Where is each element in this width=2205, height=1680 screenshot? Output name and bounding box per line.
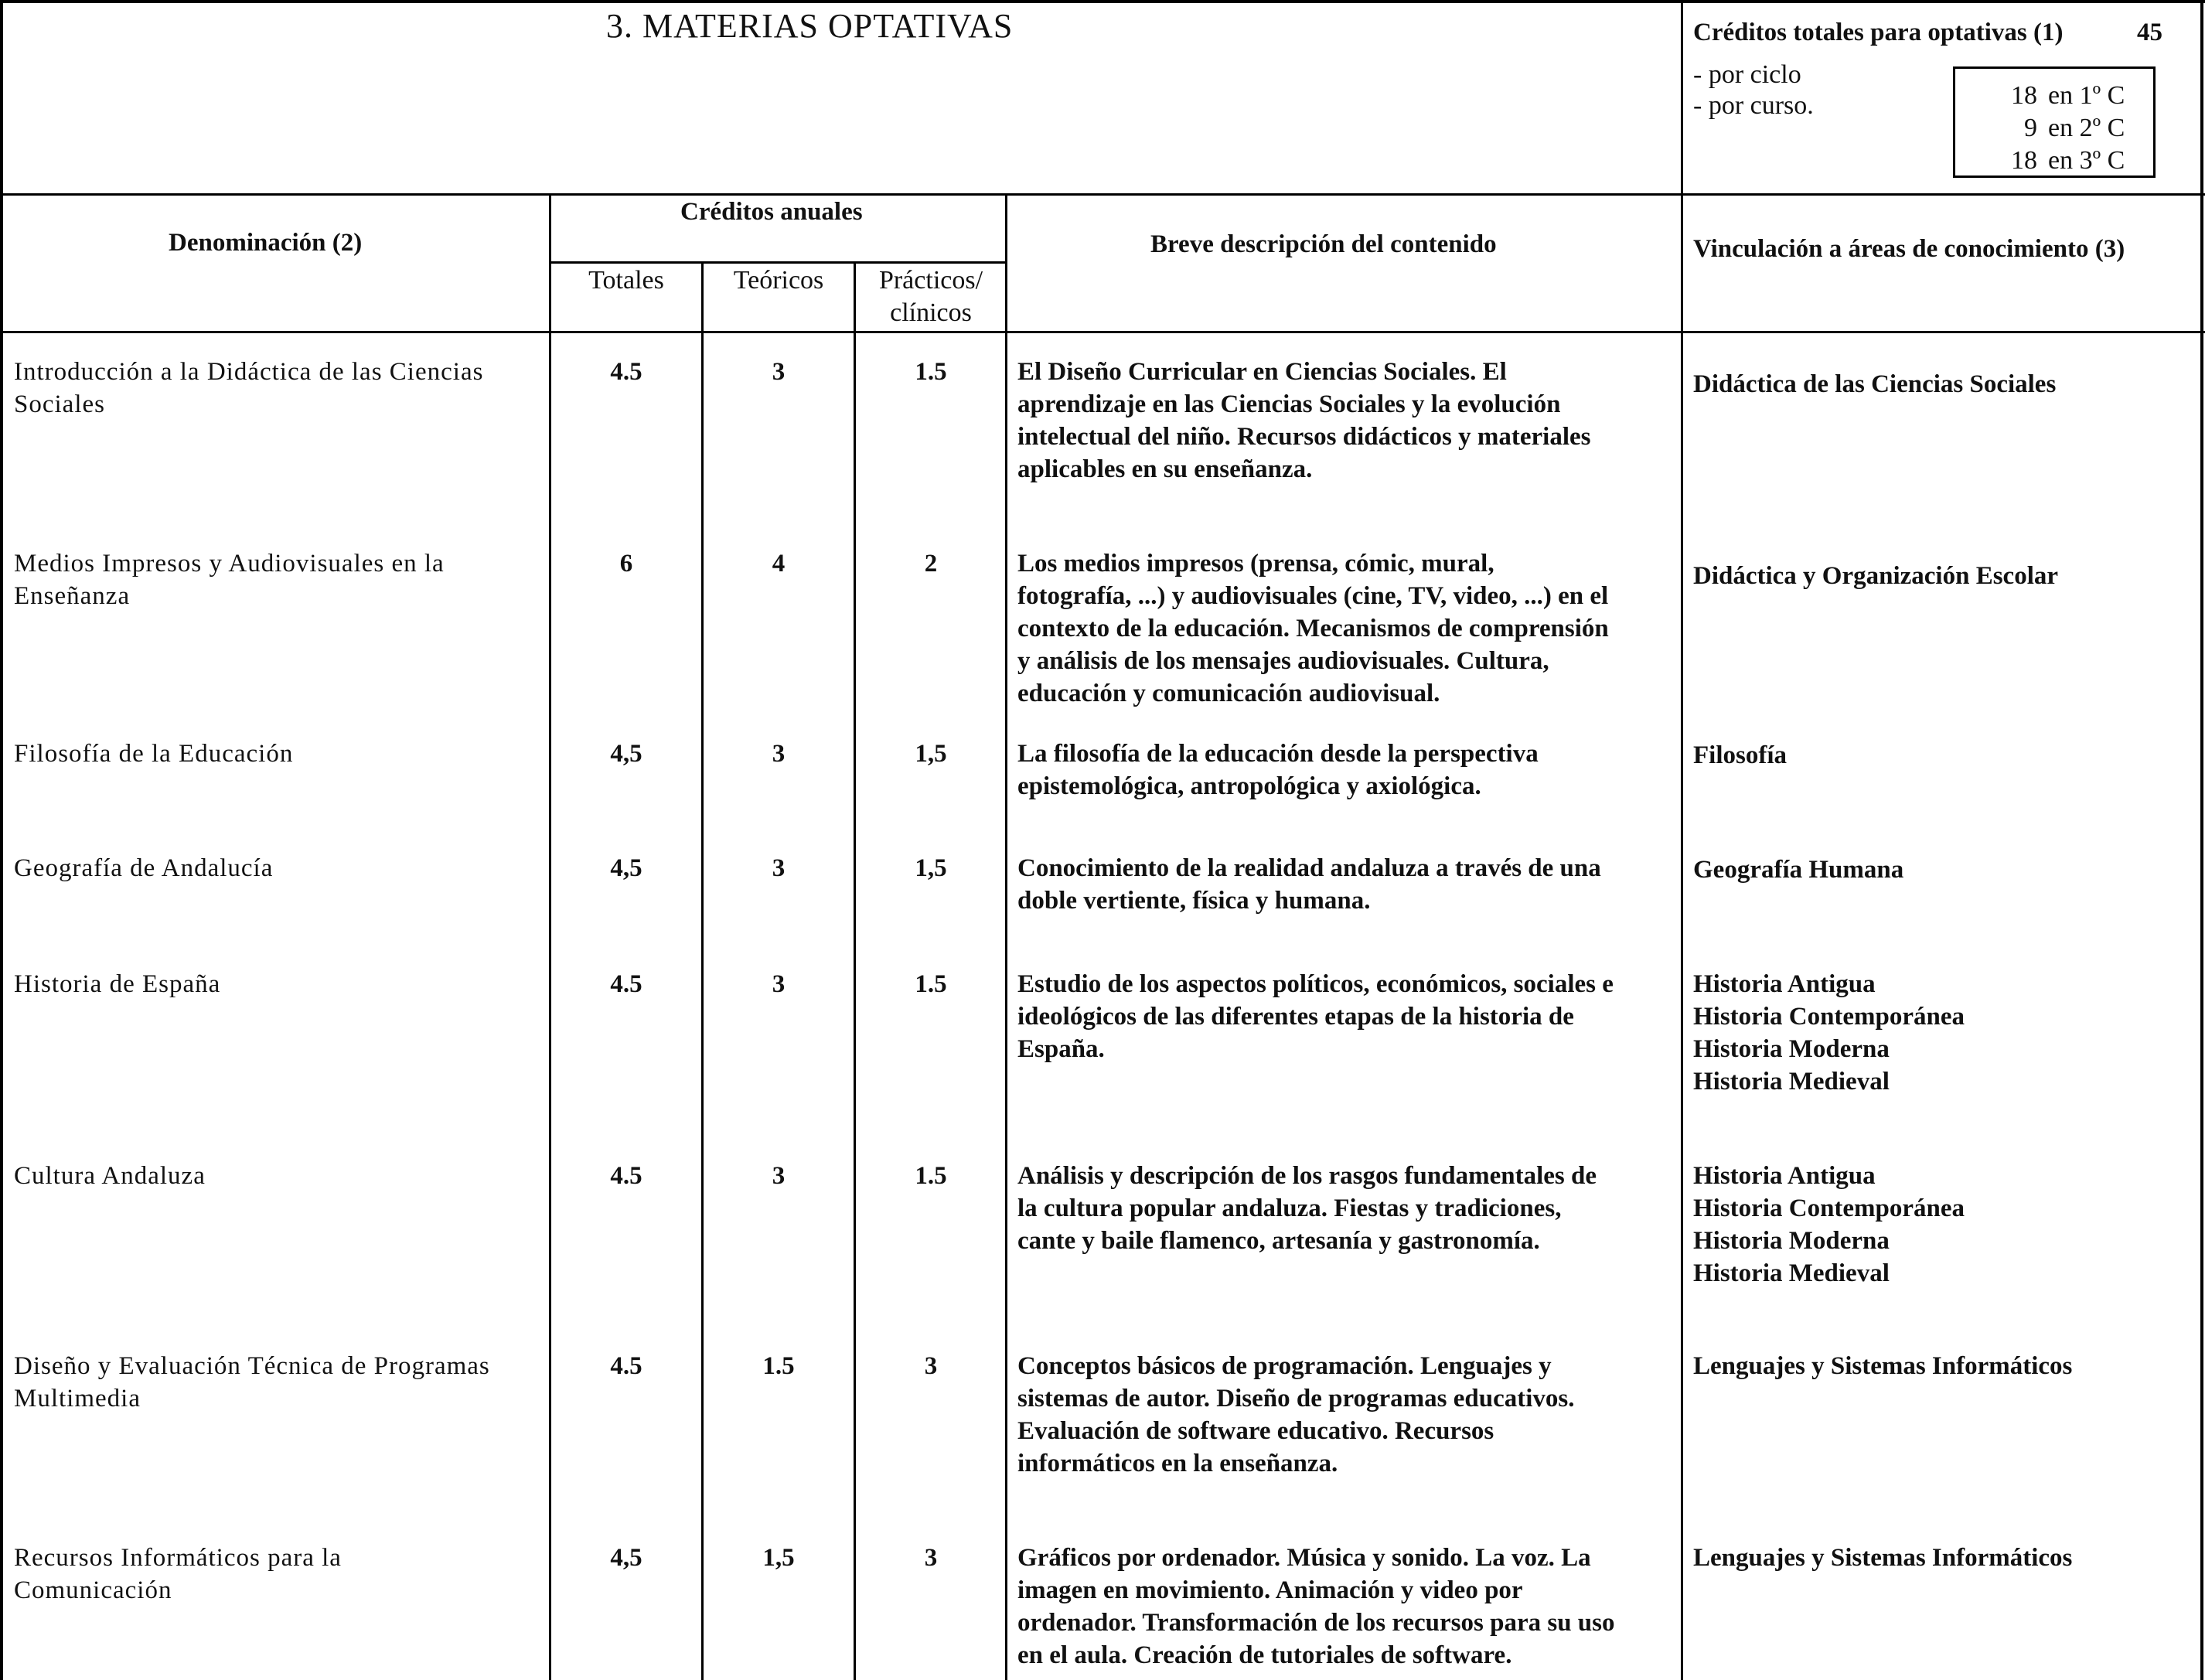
row-6-name: Cultura Andaluza [14,1162,206,1190]
col-header-creditos-anuales: Créditos anuales [680,198,863,226]
row-3-name: Filosofía de la Educación [14,740,294,768]
row-4-description: Conocimiento de la realidad andaluza a través de una doble vertiente, física y humana. [1017,854,1601,915]
row-7-areas: Lenguajes y Sistemas Informáticos [1693,1352,2073,1380]
row-3-teoricos: 3 [772,740,786,768]
col-header-teoricos: Teóricos [733,266,824,295]
row-8-totales: 4,5 [610,1544,642,1572]
ciclo-2-label: en 2º C [2048,114,2125,142]
por-ciclo-label: - por ciclo [1693,60,1801,89]
row-2-description: Los medios impresos (prensa, cómic, mural, fotografía, ...) y audiovisuales (cine, TV, video, ...) en el contexto de la educación. Mecanismos de comprensión y análisis de los mensajes audiovisuales. Cultura, educación y comunicación audiovisual. [1017,550,1609,707]
row-6-practicos: 1.5 [915,1162,947,1190]
row-2-totales: 6 [619,550,633,578]
row-8-description: Gráficos por ordenador. Música y sonido. La voz. La imagen en movimiento. Animación y video por ordenador. Transformación de los recursos para su uso en el aula. Creación de tutoriales de software. [1017,1544,1615,1669]
row-7-totales: 4.5 [610,1352,642,1380]
header-bottom-rule [0,331,2205,333]
row-5-teoricos: 3 [772,970,786,998]
row-5-totales: 4.5 [610,970,642,998]
row-2-name: Medios Impresos y Audiovisuales en la Enseñanza [14,550,445,610]
ciclo-2-credits: 9 [2024,114,2037,142]
row-8-name: Recursos Informáticos para la Comunicación [14,1544,342,1604]
row-1-teoricos: 3 [772,358,786,386]
row-3-totales: 4,5 [610,740,642,768]
row-6-description: Análisis y descripción de los rasgos fundamentales de la cultura popular andaluza. Fiestas y tradiciones, cante y baile flamenco, artesanía y gastronomía. [1017,1162,1597,1255]
row-5-description: Estudio de los aspectos políticos, económicos, sociales e ideológicos de las diferentes etapas de la historia de España. [1017,970,1614,1063]
title-bottom-rule [0,193,2205,196]
por-curso-label: - por curso. [1693,91,1814,120]
row-1-totales: 4.5 [610,358,642,386]
row-3-description: La filosofía de la educación desde la perspectiva epistemológica, antropológica y axiológica. [1017,740,1539,800]
page-title: 3. MATERIAS OPTATIVAS [606,7,1014,45]
row-7-teoricos: 1.5 [762,1352,795,1380]
row-8-areas: Lenguajes y Sistemas Informáticos [1693,1544,2073,1572]
col-header-descripcion: Breve descripción del contenido [1150,230,1497,258]
creditos-totales-label: Créditos totales para optativas (1) [1693,19,2064,46]
row-1-description: El Diseño Curricular en Ciencias Sociales. El aprendizaje en las Ciencias Sociales y la evolución intelectual del niño. Recursos didácticos y materiales aplicables en su enseñanza. [1017,358,1591,483]
col-divider-denominacion [549,193,551,1680]
table-right-border [2200,0,2203,1680]
row-4-totales: 4,5 [610,854,642,882]
row-6-totales: 4.5 [610,1162,642,1190]
col-header-denominacion: Denominación (2) [169,229,363,257]
row-2-teoricos: 4 [772,550,786,578]
header-divider [1681,0,1683,1680]
ciclo-1-credits: 18 [2011,81,2037,110]
ciclos-box [1953,66,2156,178]
row-5-areas: Historia Antigua Historia Contemporánea Historia Moderna Historia Medieval [1693,970,1965,1096]
col-header-totales: Totales [588,266,664,295]
row-3-practicos: 1,5 [915,740,947,768]
row-3-areas: Filosofía [1693,741,1787,769]
col-header-practicos: Prácticos/ clínicos [878,266,983,327]
row-1-areas: Didáctica de las Ciencias Sociales [1693,370,2057,398]
row-4-practicos: 1,5 [915,854,947,882]
row-5-practicos: 1.5 [915,970,947,998]
row-2-areas: Didáctica y Organización Escolar [1693,562,2059,590]
row-4-name: Geografía de Andalucía [14,854,274,882]
row-4-areas: Geografía Humana [1693,856,1904,884]
row-8-practicos: 3 [924,1544,938,1572]
table-top-border [0,0,2205,3]
ciclo-1-label: en 1º C [2048,81,2125,110]
row-2-practicos: 2 [924,550,938,578]
row-4-teoricos: 3 [772,854,786,882]
row-1-practicos: 1.5 [915,358,947,386]
ciclo-3-label: en 3º C [2048,146,2125,175]
row-7-name: Diseño y Evaluación Técnica de Programas Multimedia [14,1352,490,1412]
row-5-name: Historia de España [14,970,221,998]
row-1-name: Introducción a la Didáctica de las Ciencias Sociales [14,358,484,418]
row-6-teoricos: 3 [772,1162,786,1190]
row-6-areas: Historia Antigua Historia Contemporánea Historia Moderna Historia Medieval [1693,1162,1965,1287]
col-divider-practicos [1005,193,1007,1680]
creditos-anuales-rule [549,261,1007,264]
row-8-teoricos: 1,5 [762,1544,795,1572]
table-left-border [0,0,3,1680]
col-header-vinculacion: Vinculación a áreas de conocimiento (3) [1693,235,2125,263]
creditos-totales-value: 45 [2137,19,2162,46]
row-7-practicos: 3 [924,1352,938,1380]
ciclo-3-credits: 18 [2011,146,2037,175]
row-7-description: Conceptos básicos de programación. Lenguajes y sistemas de autor. Diseño de programas educativos. Evaluación de software educativo. Recursos informáticos en la enseñanza. [1017,1352,1575,1477]
